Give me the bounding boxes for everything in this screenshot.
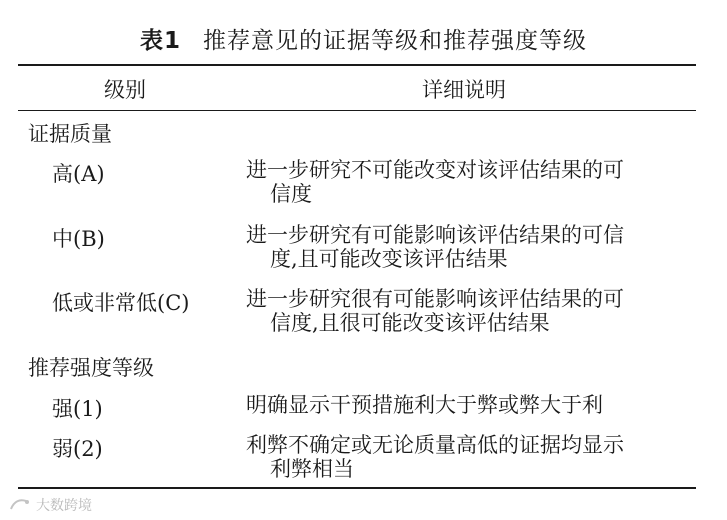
table-caption: 推荐意见的证据等级和推荐强度等级 (203, 28, 587, 54)
section-recommendation-strength: 推荐强度等级 (28, 356, 154, 380)
row-level-medium: 中(B) (52, 227, 105, 251)
row-level-weak: 弱(2) (52, 437, 103, 461)
row-desc-high (246, 158, 692, 206)
desc-line: 信度 (270, 182, 312, 206)
header-rule (18, 110, 696, 111)
desc-line: 信度,且很可能改变该评估结果 (270, 311, 550, 335)
row-desc-strong (246, 393, 692, 417)
desc-line: 利弊相当 (270, 457, 354, 481)
row-desc-low (246, 287, 692, 335)
desc-line: 明确显示干预措施利大于弊或弊大于利 (246, 393, 603, 417)
watermark (8, 495, 92, 515)
watermark-text: 大数跨境 (36, 498, 92, 514)
row-desc-weak (246, 433, 692, 481)
desc-line: 进一步研究很有可能影响该评估结果的可 (246, 287, 624, 311)
desc-line: 进一步研究有可能影响该评估结果的可信 (246, 223, 624, 247)
row-level-high: 高(A) (52, 162, 105, 186)
row-desc-medium (246, 223, 692, 271)
row-level-low: 低或非常低(C) (52, 291, 190, 315)
desc-line: 度,且可能改变该评估结果 (270, 247, 508, 271)
desc-line: 进一步研究不可能改变对该评估结果的可 (246, 158, 624, 182)
desc-line: 利弊不确定或无论质量高低的证据均显示 (246, 433, 624, 457)
section-evidence-quality: 证据质量 (28, 122, 112, 146)
table-number: 表1 (139, 28, 181, 54)
bottom-rule (18, 487, 696, 489)
table-title (0, 22, 727, 55)
header-detail: 详细说明 (422, 78, 506, 102)
header-level: 级别 (104, 78, 146, 102)
row-level-strong: 强(1) (52, 397, 103, 421)
watermark-logo-icon (8, 497, 32, 513)
top-rule (18, 64, 696, 66)
